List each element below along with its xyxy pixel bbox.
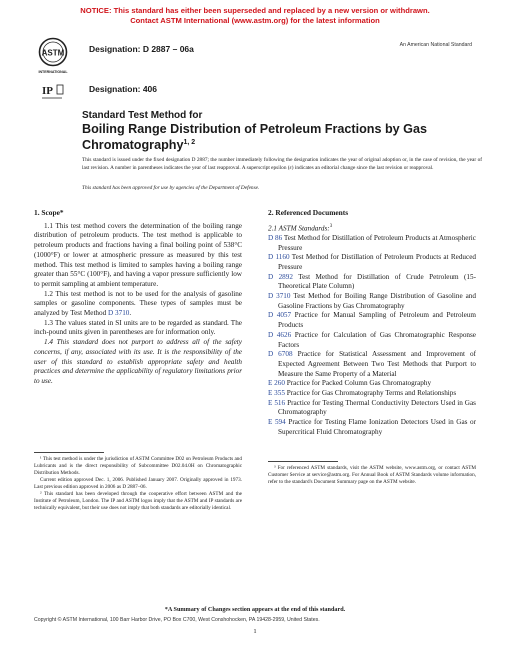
reference-code-link[interactable]: D 4057	[268, 311, 292, 320]
title-main-text: Boiling Range Distribution of Petroleum Fractions by Gas Chromatography	[82, 122, 427, 153]
reference-item	[268, 379, 476, 389]
reference-item	[268, 418, 476, 437]
ansi-label: An American National Standard	[399, 42, 472, 48]
withdrawal-notice	[0, 6, 510, 26]
reference-list	[268, 234, 476, 438]
reference-code-link[interactable]: D 3710	[268, 292, 291, 301]
scope-1-2-end: .	[129, 309, 132, 318]
footnote-3: ³ For referenced ASTM standards, visit the ASTM website, www.astm.org, or contact ASTM Customer Service at service@astm.org. For Annual Book of ASTM Standards volume information, refer to the standard's Document Summary page on the ASTM website.	[268, 464, 476, 485]
scope-1-2	[34, 290, 242, 319]
reference-title: Practice for Gas Chromatography Terms and Relationships	[286, 389, 457, 398]
reference-item	[268, 350, 476, 379]
reference-code-link[interactable]: E 260	[268, 379, 285, 388]
reference-title: Practice for Calculation of Gas Chromatographic Response Factors	[278, 330, 476, 349]
designation-main: Designation: D 2887 – 06a	[89, 44, 194, 54]
footnote-2: ² This standard has been developed through the cooperative effort between ASTM and the Institute of Petroleum, London. The IP and ASTM logos imply that the ASTM and IP standards are technically equivalent, but their use does not imply that both standards are editorially identical.	[34, 490, 242, 511]
reference-code-link[interactable]: E 516	[268, 398, 286, 407]
scope-heading: 1. Scope*	[34, 208, 64, 217]
footnotes-right	[268, 465, 476, 486]
summary-of-changes-note: *A Summary of Changes section appears at the end of this standard.	[164, 606, 346, 613]
references-intro-text: 2.1 ASTM Standards:	[268, 224, 330, 233]
footnotes-left	[34, 456, 242, 512]
document-title	[82, 110, 482, 152]
scope-1-1: 1.1 This test method covers the determination of the boiling range distribution of petroleum products. The test method is applicable to petroleum products and fractions having a final boiling point of 538°C (1000°F) or lower at atmospheric pressure as measured by this test method. This test method is limited to samples having a boiling range greater than 55°C (100°F), and having a vapor pressure sufficiently low to permit sampling at ambient temperature.	[34, 221, 242, 288]
ip-badge-text: IP	[42, 85, 53, 97]
astm-logo-icon	[38, 37, 68, 77]
reference-code-link[interactable]: D 4626	[268, 330, 292, 339]
reference-title: Practice for Testing Thermal Conductivity Detectors Used in Gas Chromatography	[278, 398, 476, 417]
notice-line-1: NOTICE: This standard has either been superseded and replaced by a new version or withdrawn.	[80, 6, 430, 15]
footnote-1: ¹ This test method is under the jurisdiction of ASTM Committee D02 on Petroleum Products and Lubricants and is the direct responsibility of Subcommittee D02.04.0H on Chromatographic Distribution Methods.	[34, 455, 242, 476]
dod-approval-statement: This standard has been approved for use by agencies of the Department of Defense.	[82, 185, 260, 191]
copyright-line: Copyright © ASTM International, 100 Barr Harbor Drive, PO Box C700, West Conshohocken, PA 19428-2959, United States.	[34, 617, 320, 623]
reference-code-link[interactable]: D 6708	[268, 350, 293, 359]
references-intro	[268, 222, 476, 234]
title-line-2	[82, 122, 482, 152]
page-number: 1	[253, 628, 257, 635]
title-footnote-marks: 1, 2	[183, 139, 196, 146]
reference-item	[268, 292, 476, 311]
reference-title: Practice for Packed Column Gas Chromatography	[286, 379, 432, 388]
reference-item	[268, 399, 476, 418]
issuance-statement: This standard is issued under the fixed designation D 2887; the number immediately following the designation indicates the year of original adoption or, in the case of revision, the year of last revision. A number in parentheses indicates the year of last reapproval. A superscript epsilon (ε) indicates an editorial change since the last revision or reapproval.	[82, 157, 482, 171]
reference-item	[268, 273, 476, 292]
reference-title: Test Method for Boiling Range Distribution of Gasoline and Gasoline Fractions by Gas Chromatography	[278, 292, 476, 310]
reference-item	[268, 331, 476, 350]
scope-1-2-text: 1.2 This test method is not to be used for the analysis of gasoline samples or gasoline components. These types of samples must be analyzed by Test Method	[34, 289, 242, 318]
reference-item	[268, 389, 476, 399]
reference-item	[268, 311, 476, 330]
left-column	[34, 208, 242, 512]
reference-item	[268, 253, 476, 272]
notice-line-2: Contact ASTM International (www.astm.org) for the latest information	[130, 16, 380, 25]
scope-1-4: 1.4 This standard does not purport to address all of the safety concerns, if any, associated with its use. It is the responsibility of the user of this standard to establish appropriate safety and health practices and determine the applicability of regulatory limitations prior to use.	[34, 338, 242, 385]
footnote-divider	[268, 461, 338, 462]
scope-1-3: 1.3 The values stated in SI units are to be regarded as standard. The inch-pound units given in parentheses are for information only.	[34, 318, 242, 337]
logo-text: ASTM	[41, 48, 65, 58]
reference-title: Test Method for Distillation of Crude Petroleum (15-Theoretical Plate Column)	[278, 272, 476, 291]
right-column	[268, 208, 476, 486]
reference-code-link[interactable]: E 594	[268, 418, 286, 427]
reference-code-link[interactable]: D 2892	[268, 272, 293, 281]
title-line-1: Standard Test Method for	[82, 110, 203, 121]
designation-ip: Designation: 406	[89, 84, 158, 94]
reference-title: Practice for Manual Sampling of Petroleum and Petroleum Products	[278, 311, 476, 330]
link-d3710[interactable]: D 3710	[108, 309, 130, 318]
reference-item	[268, 234, 476, 253]
reference-title: Practice for Statistical Assessment and Improvement of Expected Agreement Between Two Test Methods that Purport to Measure the Same Property of a Material	[278, 350, 476, 378]
reference-title: Test Method for Distillation of Petroleum Products at Reduced Pressure	[278, 253, 476, 271]
reference-code-link[interactable]: D 86	[268, 233, 283, 242]
footnote-1-edition: Current edition approved Dec. 1, 2006. Published January 2007. Originally approved in 1973. Last previous edition approved in 2006 as D 2887–06.	[34, 476, 242, 490]
logo-subtext: INTERNATIONAL	[38, 70, 68, 74]
reference-title: Test Method for Distillation of Petroleum Products at Atmospheric Pressure	[278, 233, 476, 252]
footnote-divider	[34, 452, 104, 453]
reference-code-link[interactable]: D 1160	[268, 253, 290, 262]
reference-code-link[interactable]: E 355	[268, 389, 285, 398]
references-heading: 2. Referenced Documents	[268, 208, 349, 217]
reference-title: Practice for Testing Flame Ionization Detectors Used in Gas or Supercritical Fluid Chromatography	[278, 418, 477, 436]
references-intro-sup: 3	[329, 223, 333, 229]
ip-logo-icon	[40, 83, 66, 103]
